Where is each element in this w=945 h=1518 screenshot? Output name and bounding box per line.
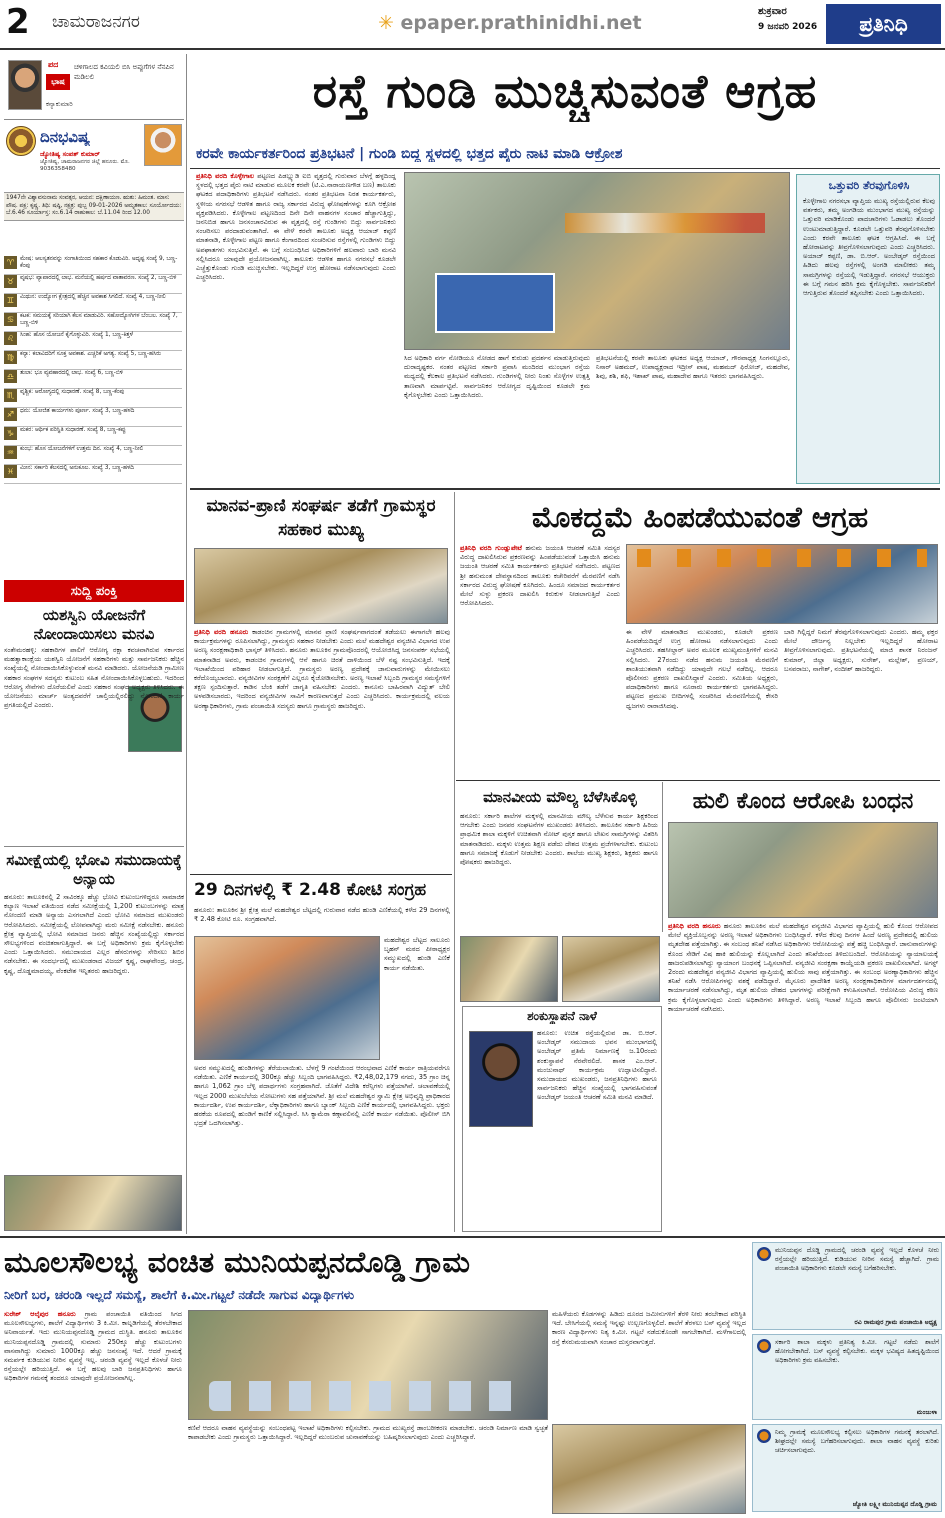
zodiac-row [4,370,182,389]
sangraha-body: ಅವರ ಸಮ್ಮುಖದಲ್ಲಿ ಹುಂಡಿಗಳನ್ನು ತೆರೆಯಲಾಯಿತು. ಬೆಳಗ್ಗೆ 9 ಗಂಟೆಯಿಂದ ಆರಂಭವಾದ ಎಣಿಕೆ ಕಾರ್ಯ ರಾತ್ರಿಯವರೆಗೂ ನಡೆಯಿತು. ಎಣಿಕೆ ಕಾರ್ಯದಲ್ಲಿ 300ಕ್ಕೂ ಹೆಚ್ಚು ಸಿಬ್ಬಂದಿ ಭಾಗವಹಿಸಿದ್ದರು. ₹2,48,02,179 ನಗದು, 35 ಗ್ರಾಂ ಚಿನ್ನ ಹಾಗೂ 1,062 ಗ್ರಾಂ ಬೆಳ್ಳಿ ಪದಾರ್ಥಗಳು ಸಂಗ್ರಹವಾಗಿದೆ. ಜೊತೆಗೆ ವಿದೇಶಿ ಕರೆನ್ಸಿಗಳು ಪತ್ತೆಯಾಗಿವೆ. ಚಲಾವಣೆಯಲ್ಲಿ ಇಲ್ಲದ 2000 ಮುಖಬೆಲೆಯ ನೋಟುಗಳು ಸಹ ಪತ್ತೆಯಾಗಿವೆ. ಶ್ರೀ ಮಲೆ ಮಹದೇಶ್ವರ ಸ್ವಾಮಿ ಕ್ಷೇತ್ರ ಅಭಿವೃದ್ಧಿ ಪ್ರಾಧಿಕಾರದ ಕಾರ್ಯದರ್ಶಿ, ಉಪ ಕಾರ್ಯದರ್ಶಿ, ಲೆಕ್ಕಾಧಿಕಾರಿಗಳು ಹಾಗೂ ಬ್ಯಾಂಕ್ ಸಿಬ್ಬಂದಿ ಎಣಿಕೆ ಕಾರ್ಯದಲ್ಲಿ ಭಾಗವಹಿಸಿದ್ದರು. ಭಕ್ತರು ಹರಕೆಯ ರೂಪದಲ್ಲಿ ಹುಂಡಿಗೆ ಕಾಣಿಕೆ ಸಲ್ಲಿಸಿದ್ದಾರೆ. ಸಿಸಿ ಕ್ಯಾಮೆರಾ ಕಣ್ಗಾವಲಿನಲ್ಲಿ ಎಣಿಕೆ ಕಾರ್ಯ ನಡೆಯಿತು. ಪೊಲೀಸ್ ಬಿಗಿ ಭದ್ರತೆ ಒದಗಿಸಲಾಗಿತ್ತು. [194,1064,450,1128]
mokaddame-photo [626,544,938,624]
lead-headline: ರಸ್ತೆ ಗುಂಡಿ ಮುಚ್ಚಿಸುವಂತೆ ಆಗ್ರಹ [312,64,818,118]
village-body-1: ಗ್ರಾಮ ಪಂಚಾಯಿತಿ ವತಿಯಿಂದ ಸಿಗದ ಮೂಲಸೌಲಭ್ಯಗಳು, ಶಾಲೆಗೆ ವಿದ್ಯಾರ್ಥಿಗಳು 3 ಕಿ.ಮೀ. ಕಾಲ್ನಡಿಗೆಯಲ್ಲಿ ತೆರಳಬೇಕಾದ ಅನಿವಾರ್ಯತೆ. ಇದು ಮುನಿಯಪ್ಪನದೊಡ್ಡಿ ಗ್ರಾಮದ ದುಸ್ಥಿತಿ. ಹನೂರು ತಾಲೂಕಿನ ಮುನಿಯಪ್ಪನದೊಡ್ಡಿ ಗ್ರಾಮದಲ್ಲಿ ಸುಮಾರು 250ಕ್ಕೂ ಹೆಚ್ಚು ಕುಟುಂಬಗಳು ವಾಸವಾಗಿದ್ದು ಸುಮಾರು 1000ಕ್ಕೂ ಹೆಚ್ಚು ಜನಸಂಖ್ಯೆ ಇದೆ. ಆದರೆ ಗ್ರಾಮಕ್ಕೆ ಸಮರ್ಪಕ ಕುಡಿಯುವ ನೀರಿನ ವ್ಯವಸ್ಥೆ ಇಲ್ಲ. ಚರಂಡಿ ವ್ಯವಸ್ಥೆ ಇಲ್ಲದೆ ಕೊಳಚೆ ನೀರು ರಸ್ತೆಯಲ್ಲೇ ಹರಿಯುತ್ತಿದೆ. ಈ ಬಗ್ಗೆ ಹಲವು ಬಾರಿ ಜನಪ್ರತಿನಿಧಿಗಳು ಹಾಗೂ ಅಧಿಕಾರಿಗಳ ಗಮನಕ್ಕೆ ತಂದರೂ ಯಾವುದೇ ಪ್ರಯೋಜನವಾಗಿಲ್ಲ. [4,1310,182,1383]
manava-headline: ಮಾನವ-ಪ್ರಾಣಿ ಸಂಘರ್ಷ ತಡೆಗೆ ಗ್ರಾಮಸ್ಥರ ಸಹಕಾರ ಮುಖ್ಯ [206,496,436,540]
zodiac-text: ಮೇಷ: ಆಲಸ್ಯತನವನ್ನು ಸಂಗಾತಿಯಿಂದ ಸಹಕಾರ ಕೊಡುವಿರಿ. ಅದೃಷ್ಟ ಸಂಖ್ಯೆ 9, ಬಣ್ಣ-ಕೆಂಪು [20,256,178,269]
zodiac-text: ವೃಶ್ಚಿಕ: ಆರೋಗ್ಯದಲ್ಲಿ ಸುಧಾರಣೆ. ಸಂಖ್ಯೆ 8, ಬಣ್ಣ-ಕೆಂಪು [20,389,125,395]
shanku-box [462,1006,662,1232]
manaviya-photo-1 [460,936,558,1002]
zodiac-text: ಮಿಥುನ: ಉದ್ಯೋಗ ಕ್ಷೇತ್ರದಲ್ಲಿ ಹೆಚ್ಚಿನ ಅವಕಾಶ ಸಿಗಲಿದೆ. ಸಂಖ್ಯೆ 4, ಬಣ್ಣ-ನೀಲಿ [20,294,166,300]
manava-photo [194,548,448,624]
sangraha-side: ಮಹದೇಶ್ವರ ಬೆಟ್ಟದ ಸಾಲೂರು ಬೃಹನ್ ಮಠದ ಪೀಠಾಧ್ಯಕ್ಷರ ಸಮ್ಮುಖದಲ್ಲಿ ಹುಂಡಿ ಎಣಿಕೆ ಕಾರ್ಯ ನಡೆಯಿತು. [384,936,450,972]
otuvari-body: ಕೊಳ್ಳೇಗಾಲ ನಗರಸಭಾ ವ್ಯಾಪ್ತಿಯ ಮುಖ್ಯ ರಸ್ತೆಯಲ್ಲಿರುವ ಕೆಲವು ವರ್ತಕರು, ತಮ್ಮ ಅಂಗಡಿಯ ಮುಂಭಾಗದ ಮುಖ್ಯ ರಸ್ತೆಯನ್ನು ಒತ್ತುವರಿ ಮಾಡಿಕೊಂಡು ಪಾದಚಾರಿಗಳು ಓಡಾಡಲು ತೊಂದರೆ ಉಂಟುಮಾಡುತ್ತಿದ್ದಾರೆ. ಕೂಡಲೇ ಒತ್ತುವರಿ ತೆರವುಗೊಳಿಸಬೇಕು ಎಂದು ಕರವೇ ತಾಲೂಕು ಘಟಕ ಆಗ್ರಹಿಸಿದೆ. ಈ ಬಗ್ಗೆ ಹೋರಾಟವನ್ನು ತೀವ್ರಗೊಳಿಸಲಾಗುವುದು ಎಂದು ಎಚ್ಚರಿಸಿದರು. ಅಯಾಜ್ ಕಪ್ಪಣಿ, ಡಾ. ಬಿ.ಆರ್. ಅಂಬೇಡ್ಕರ್ ರಸ್ತೆಯಿಂದ ಹಿಡಿದು ಹಲವು ರಸ್ತೆಗಳಲ್ಲಿ ಅಂಗಡಿ ಮಾಲೀಕರು ತಮ್ಮ ಸಾಮಗ್ರಿಗಳನ್ನು ರಸ್ತೆಯಲ್ಲಿ ಇಡುತ್ತಿದ್ದಾರೆ. ನಗರಸಭೆ ಆಯುಕ್ತರು ಈ ಬಗ್ಗೆ ಗಮನ ಹರಿಸಿ ಕ್ರಮ ಕೈಗೊಳ್ಳಬೇಕು. ಸಾರ್ವಜನಿಕರಿಗೆ ಆಗುತ್ತಿರುವ ತೊಂದರೆ ತಪ್ಪಿಸಬೇಕು ಎಂದು ಒತ್ತಾಯಿಸಿದರು. [803,197,935,298]
zodiac-sign-icon: ♑ [4,427,17,440]
village-col1 [4,1310,182,1514]
zodiac-text: ಕಟಕ: ಸಮಯಕ್ಕೆ ಸರಿಯಾಗಿ ಕೆಲಸ ಮಾಡುವಿರಿ. ಸಹೋದ್ಯೋಗಿಗಳ ಬೆಂಬಲ. ಸಂಖ್ಯೆ 7, ಬಣ್ಣ-ಬಿಳಿ [20,313,178,326]
saffron-flags [637,549,927,567]
quote-avatar [757,1247,771,1261]
mokaddame-byline: ಪ್ರತಿನಿಧಿ ವರದಿ ಗುಂಡ್ಲುಪೇಟೆ [460,544,522,552]
horoscope-title: ದಿನಭವಿಷ್ಯ [40,128,91,146]
ambedkar-portrait [469,1031,533,1127]
astrologer-address: ಜ್ಯೋತಿಷ್ಯ, ಚಾಮರಾಜನಗರ ಜಿಲ್ಲೆ ಹನೂರು. ಮೊ. 9036358480 [40,159,130,172]
quote-box [752,1334,942,1420]
brief-bhovi-body: ಹನೂರು: ತಾಲೂಕಿನಲ್ಲಿ 2 ಸಾವಿರಕ್ಕೂ ಹೆಚ್ಚು ಭೋವಿ ಕುಟುಂಬಗಳಿದ್ದರೂ ಸಾಮಾಜಿಕ ಕಲ್ಯಾಣ ಇಲಾಖೆ ವತಿಯಿಂದ ನಡೆದ ಸಮೀಕ್ಷೆಯಲ್ಲಿ 1,200 ಕುಟುಂಬಗಳನ್ನು ಮಾತ್ರ ನೋಂದಣಿ ಮಾಡಿ ಅನ್ಯಾಯ ಎಸಗಲಾಗಿದೆ ಎಂದು ಭೋವಿ ಸಮಾಜದ ಮುಖಂಡರು ಆರೋಪಿಸಿದರು. ಸಮೀಕ್ಷೆಯಲ್ಲಿ ಲೋಪವಾಗಿದ್ದು ಮರು ಸಮೀಕ್ಷೆ ನಡೆಸಬೇಕು. ಹನೂರು ಕ್ಷೇತ್ರ ವ್ಯಾಪ್ತಿಯಲ್ಲಿ ಭೋವಿ ಸಮಾಜದ ಜನರು ಹೆಚ್ಚಿನ ಸಂಖ್ಯೆಯಲ್ಲಿದ್ದು ಸರ್ಕಾರದ ಸೌಲಭ್ಯಗಳಿಂದ ವಂಚಿತರಾಗುತ್ತಿದ್ದಾರೆ. ಈ ಬಗ್ಗೆ ಅಧಿಕಾರಿಗಳು ಕ್ರಮ ಕೈಗೊಳ್ಳಬೇಕು ಎಂದು ಒತ್ತಾಯಿಸಿದರು. ಸಮುದಾಯದ ಎಲ್ಲರ ಹೆಸರುಗಳನ್ನು ಸೇರಿಸಲು ಶಿಬಿರ ನಡೆಸಬೇಕು. ಈ ಸಂದರ್ಭದಲ್ಲಿ ಮುಖಂಡರಾದ ವಿಜಯ್ ಕೃಷ್ಣ, ರಾಘವೇಂದ್ರ, ಚಂದ್ರ, ಕೃಷ್ಣ, ದೊಡ್ಡಮಾದಯ್ಯ, ವೆಂಕಟೇಶ ಇನ್ನಿತರರು ಹಾಜರಿದ್ದರು. [4,893,184,975]
astrologer-name: ಜ್ಯೋತಿಷ್ಯ ಸಂಪತ್ ಕುಮಾರ್ [40,150,100,158]
village-headline: ಮೂಲಸೌಲಭ್ಯ ವಂಚಿತ ಮುನಿಯಪ್ಪನದೊಡ್ಡಿ ಗ್ರಾಮ [4,1245,470,1279]
zodiac-sign-icon: ♍ [4,351,17,364]
lead-subhead: ಕರವೇ ಕಾರ್ಯಕರ್ತರಿಂದ ಪ್ರತಿಭಟನೆ | ಗುಂಡಿ ಬಿದ್ದ ಸ್ಥಳದಲ್ಲಿ ಭತ್ತದ ಪೈರು ನಾಟಿ ಮಾಡಿ ಆಕ್ರೋಶ [196,146,623,162]
pada-label: ಪದ [48,60,59,69]
huli-byline: ಪ್ರತಿನಿಧಿ ವರದಿ ಹನೂರು [668,922,721,930]
zodiac-text: ಧನು: ಯೋಜಿತ ಕಾರ್ಯಗಳು ಪೂರ್ಣ. ಸಂಖ್ಯೆ 3, ಬಣ್ಣ-ಹಳದಿ [20,408,135,414]
lead-body-1: ಪಟ್ಟಣದ ಪಿಡಬ್ಲ್ಯುಡಿ ಐಬಿ ವೃತ್ತದಲ್ಲಿ ಗುರುವಾರ ಬೆಳಗ್ಗೆ ಹಳ್ಳದಿಂದ್ದ ಸ್ಥಳದಲ್ಲಿ ಭತ್ತದ ಪೈರು ನಾಟಿ ಮಾಡುವ ಮೂಲಕ ಕರವೇ (ಟಿ.ಎ.ನಾರಾಯಣಗೌಡ ಬಣ) ತಾಲೂಕು ಘಟಕದ ಪದಾಧಿಕಾರಿಗಳು ಪ್ರತಿಭಟನೆ ನಡೆಸಿದರು. ನಂತರ ಪ್ರತಿಭಟನಾ ನಿರತ ಕಾರ್ಯಕರ್ತರು, ಸ್ಥಳೀಯ ನಗರಸಭೆ ಆಡಳಿತ ಹಾಗೂ ರಾಜ್ಯ ಸರ್ಕಾರದ ವಿರುದ್ಧ ಘೋಷಣೆಗಳನ್ನು ಕೂಗಿ ಆಕ್ರೋಶ ವ್ಯಕ್ತಪಡಿಸಿದರು. ಕೊಳ್ಳೇಗಾಲ ಪಟ್ಟಣದಿಂದ ದಿನೇ ದಿನೇ ವಾಹನಗಳ ಸಂಚಾರ ಹೆಚ್ಚಾಗುತ್ತಿದ್ದು, ಜನನಿಬಿಡ ಹಾಗೂ ಜನಸಂಚಾರವಿರುವ ಈ ವೃತ್ತದಲ್ಲಿ ರಸ್ತೆ ಗುಂಡಿಗಳು ಬಿದ್ದು ಸಾರ್ವಜನಿಕರು ಸಂಚರಿಸಲು ಪರದಾಡುವಂತಾಗಿದೆ. ಈ ವೇಳೆ ಕರವೇ ತಾಲೂಕು ಅಧ್ಯಕ್ಷ ಆಯಾಜ್ ಕಪ್ಪಣಿ ಮಾತನಾಡಿ, ಕೊಳ್ಳೇಗಾಲ ಪಟ್ಟಣ ಹಾಗೂ ಕೆಂಗಾರದಿಂದ ಸಂಚರಿಸುವ ರಸ್ತೆಗಳಲ್ಲಿ ಗುಂಡಿಗಳು ಬಿದ್ದು ಅಪಘಾತಗಳು ಸಂಭವಿಸುತ್ತಿವೆ. ಈ ಬಗ್ಗೆ ಸಂಬಂಧಿಸಿದ ಅಧಿಕಾರಿಗಳಿಗೆ ಹಲವಾರು ಬಾರಿ ಮನವಿ ಸಲ್ಲಿಸಿದರೂ ಯಾವುದೇ ಪ್ರಯೋಜನವಾಗಿಲ್ಲ. ತಾಲೂಕು ಆಡಳಿತ ಹಾಗೂ ನಗರಸಭೆ ಕೂಡಲೇ ಎಚ್ಚೆತ್ತುಕೊಂಡು ಗುಂಡಿ ಮುಚ್ಚಿಸಬೇಕು. ಇಲ್ಲದಿದ್ದರೆ ಉಗ್ರ ಹೋರಾಟ ನಡೆಸಲಾಗುವುದು ಎಂದು ಎಚ್ಚರಿಸಿದರು. [196,172,396,282]
huli-photo [668,822,938,918]
brief-bhovi [4,846,184,1234]
brief-yashasvini-headline: ಯಶಸ್ವಿನಿ ಯೋಜನೆಗೆ ನೋಂದಾಯಿಸಲು ಮನವಿ [33,606,155,643]
huli-headline: ಹುಲಿ ಕೊಂದ ಆರೋಪಿ ಬಂಧನ [692,789,914,814]
lead-body-col2: ಸಿದ ಅಧಿಕಾರಿ ವರ್ಗ ನೋಡಿಯೂ ನೋಡದ ಹಾಗೆ ಕುರುಡು ಪ್ರದರ್ಶನ ಮಾಡುತ್ತಿರುವುದು ದುರಾದೃಷ್ಟಕರ. ನಂತರ ಪಟ್ಟಣದ ಸರ್ಕಾರಿ ಪ್ರವಾಸಿ ಮಂದಿರದ ಮುಂಭಾಗ ರಸ್ತೆಯ ಮಧ್ಯದಲ್ಲಿ ಕೆಲಕಾಲ ಪ್ರತಿಭಟನೆ ನಡೆಸಿದರು. ಗುಂಡಿಗಳಲ್ಲಿ ನೀರು ನಿಂತು ಸೊಳ್ಳೆಗಳ ಉತ್ಪತ್ತಿ ತಾಣವಾಗಿ ಮಾರ್ಪಟ್ಟಿವೆ. ಸಾರ್ವಜನಿಕರ ಆರೋಗ್ಯದ ದೃಷ್ಟಿಯಿಂದ ಕೂಡಲೇ ಕ್ರಮ ಕೈಗೊಳ್ಳಬೇಕು ಎಂದು ಒತ್ತಾಯಿಸಿದರು. [404,354,590,399]
lead-photo [404,172,790,350]
mokaddame-headline: ಮೊಕದ್ದಮೆ ಹಿಂಪಡೆಯುವಂತೆ ಆಗ್ರಹ [531,500,869,534]
zodiac-sign-icon: ♌ [4,332,17,345]
brief-yashasvini-body: ಸಂತೇಮರಹಳ್ಳಿ: ಸಹಕಾರಿಗಳ ಪಾಲಿಗೆ ಆರೋಗ್ಯ ರಕ್ಷಾ ಕವಚವಾಗಿರುವ ಸರ್ಕಾರದ ಮಹತ್ವಾಕಾಂಕ್ಷೆಯ ಯಶಸ್ವಿನಿ ಯೋಜನೆಗೆ ಸಹಕಾರಿಗಳು ಮತ್ತು ಸಾರ್ವಜನಿಕರು ಹೆಚ್ಚಿನ ಸಂಖ್ಯೆಯಲ್ಲಿ ನೋಂದಾಯಿಸಿಕೊಳ್ಳುವಂತೆ ಮನವಿ ಮಾಡಿದರು. ಯೋಜನೆಯಡಿ ಗ್ರಾಮೀಣ ಸಹಕಾರ ಸಂಘಗಳ ಸದಸ್ಯರು ಕುಟುಂಬ ಸಹಿತ ನೋಂದಾಯಿಸಿಕೊಳ್ಳಬಹುದು. ಇದರಿಂದ ಆರೋಗ್ಯ ಸೇವೆಗಳು ದೊರೆಯಲಿವೆ ಎಂದು ಸಹಕಾರ ಸಂಘದ ಅಧ್ಯಕ್ಷರು ತಿಳಿಸಿದರು. ಈ ಯೋಜನೆಯು ಮಾರ್ಚ್ ಅಂತ್ಯದವರೆಗೆ ಚಾಲ್ತಿಯಲ್ಲಿರಲಿದ್ದು ನೋಂದಣಿ ಕಾರ್ಯ ಪ್ರಗತಿಯಲ್ಲಿದೆ ಎಂದರು. [4,646,184,710]
huli-body-wrap [668,922,938,1232]
shanku-body: ಹನೂರು: ಉಚಿತ ರಸ್ತೆಯಲ್ಲಿರುವ ಡಾ. ಬಿ.ಆರ್. ಅಂಬೇಡ್ಕರ್ ಸಮುದಾಯ ಭವನ ಮುಂಭಾಗದಲ್ಲಿ ಅಂಬೇಡ್ಕರ್ ಪ್ರತಿಮೆ ನಿರ್ಮಾಣಕ್ಕೆ ಜ.10ರಂದು ಶಂಕುಸ್ಥಾಪನೆ ನೆರವೇರಲಿದೆ. ಶಾಸಕ ಎಂ.ಆರ್. ಮಂಜುನಾಥ್ ಕಾರ್ಯಕ್ರಮ ಉದ್ಘಾಟಿಸಲಿದ್ದಾರೆ. ಸಮುದಾಯದ ಮುಖಂಡರು, ಜನಪ್ರತಿನಿಧಿಗಳು ಹಾಗೂ ಸಾರ್ವಜನಿಕರು ಹೆಚ್ಚಿನ ಸಂಖ್ಯೆಯಲ್ಲಿ ಭಾಗವಹಿಸುವಂತೆ ಅಂಬೇಡ್ಕರ್ ಜಯಂತಿ ಆಚರಣೆ ಸಮಿತಿ ಮನವಿ ಮಾಡಿದೆ. [537,1029,657,1102]
quote-avatar [757,1429,771,1443]
zodiac-row [4,313,182,332]
zodiac-sign-icon: ♎ [4,370,17,383]
zodiac-sign-icon: ♐ [4,408,17,421]
pada-text: ಚಳಿಗಾಲದ ಕವಿಯಲಿ ಬಿಸಿ ಅಪ್ಪುಗೆಗಳ ನೆನಪಿನ ಮಡಿಲಲಿ [74,63,174,81]
zodiac-row [4,332,182,351]
village-col2: ಮಹಿಳೆಯರು ಕೊಡಗಳನ್ನು ಹಿಡಿದು ದೂರದ ಜಮೀನುಗಳಿಗೆ ತೆರಳಿ ನೀರು ತರಬೇಕಾದ ಪರಿಸ್ಥಿತಿ ಇದೆ. ಬೇಸಿಗೆಯಲ್ಲಿ ಸಮಸ್ಯೆ ಇನ್ನಷ್ಟು ಉಲ್ಬಣಗೊಳ್ಳಲಿದೆ. ಶಾಲೆಗೆ ತೆರಳಲು ಬಸ್ ವ್ಯವಸ್ಥೆ ಇಲ್ಲದ ಕಾರಣ ವಿದ್ಯಾರ್ಥಿಗಳು ನಿತ್ಯ ಕಿ.ಮೀ. ಗಟ್ಟಲೆ ನಡೆದುಕೊಂಡೇ ಸಾಗಬೇಕಾಗಿದೆ. ಮಳೆಗಾಲದಲ್ಲಿ ರಸ್ತೆ ಕೆಸರುಮಯವಾಗಿ ಸಂಚಾರ ದುಸ್ತರವಾಗುತ್ತದೆ. [552,1310,746,1346]
protest-banner [435,273,555,333]
manaviya-photo-2 [562,936,660,1002]
zodiac-row [4,389,182,408]
zodiac-row [4,256,182,275]
manava-byline: ಪ್ರತಿನಿಧಿ ವರದಿ ಹನೂರು [194,628,249,636]
otuvari-title: ಒತ್ತುವರಿ ತೆರವುಗೊಳಿಸಿ [828,179,910,192]
otuvari-box [796,174,940,484]
site-url-text: epaper.prathinidhi.net [400,12,642,34]
page-number: 2 [6,2,30,42]
lead-body-col1 [196,172,396,476]
mokaddame-body-1: ಹನುಮ ಜಯಂತಿ ಆಚರಣೆ ಸಮಿತಿ ಸದಸ್ಯರ ವಿರುದ್ಧ ದಾಖಲಿಸಿರುವ ಪ್ರಕರಣವನ್ನು ಹಿಂಪಡೆಯುವಂತೆ ಒತ್ತಾಯಿಸಿ ಹನುಮ ಜಯಂತಿ ಆಚರಣೆ ಸಮಿತಿ ಕಾರ್ಯಕರ್ತರು ಪ್ರತಿಭಟನೆ ನಡೆಸಿದರು. ಪಟ್ಟಣದ ಶ್ರೀ ಹನುಮಂತ ದೇವಸ್ಥಾನದಿಂದ ತಾಲೂಕು ಕಚೇರಿವರೆಗೆ ಮೆರವಣಿಗೆ ನಡೆಸಿ ಸರ್ಕಾರದ ವಿರುದ್ಧ ಘೋಷಣೆ ಕೂಗಿದರು. ಹಿಂದೂ ಸಮಾಜದ ಕಾರ್ಯಕರ್ತರ ಮೇಲೆ ಸುಳ್ಳು ಪ್ರಕರಣ ದಾಖಲಿಸಿ ಕಿರುಕುಳ ನೀಡಲಾಗುತ್ತಿದೆ ಎಂದು ಆರೋಪಿಸಿದರು. [460,544,620,608]
newspaper-logo [826,4,941,44]
manava-body: ಕಾಡಂಚಿನ ಗ್ರಾಮಗಳಲ್ಲಿ ಮಾನವ ಪ್ರಾಣಿ ಸಂಘರ್ಷವಾಗದಂತೆ ತಡೆಯಲು ಈಗಾಗಲೇ ಹಲವು ಕಾರ್ಯಕ್ರಮಗಳನ್ನು ರೂಪಿಸಲಾಗಿದ್ದು, ಗ್ರಾಮಸ್ಥರು ಸಹಕಾರ ನೀಡಬೇಕು ಎಂದು ಮಲೆ ಮಹದೇಶ್ವರ ವನ್ಯಜೀವಿ ವಿಭಾಗದ ಉಪ ಅರಣ್ಯ ಸಂರಕ್ಷಣಾಧಿಕಾರಿ ಭಾಸ್ಕರ್ ತಿಳಿಸಿದರು. ಹನೂರು ತಾಲೂಕಿನ ಗ್ರಾಮವೊಂದರಲ್ಲಿ ಆಯೋಜಿಸಿದ್ದ ಜನಸಂಪರ್ಕ ಸಭೆಯಲ್ಲಿ ಮಾತನಾಡಿದ ಅವರು, ಕಾಡಂಚಿನ ಗ್ರಾಮಗಳಲ್ಲಿ ಆನೆ ಹಾಗೂ ಚಿರತೆ ದಾಳಿಯಿಂದ ಬೆಳೆ ನಷ್ಟ ಸಂಭವಿಸುತ್ತಿದೆ. ಇದಕ್ಕೆ ಇಲಾಖೆಯಿಂದ ಪರಿಹಾರ ನೀಡಲಾಗುತ್ತಿದೆ. ಗ್ರಾಮಸ್ಥರು ಅರಣ್ಯ ಪ್ರದೇಶಕ್ಕೆ ಜಾನುವಾರುಗಳನ್ನು ಮೇಯಿಸಲು ಕರೆದೊಯ್ಯಬಾರದು. ವನ್ಯಜೀವಿಗಳ ಸಂರಕ್ಷಣೆಗೆ ಎಲ್ಲರೂ ಕೈಜೋಡಿಸಬೇಕು. ಅರಣ್ಯ ಇಲಾಖೆ ಸಿಬ್ಬಂದಿ ಗ್ರಾಮಸ್ಥರ ಸಮಸ್ಯೆಗಳಿಗೆ ತಕ್ಷಣ ಸ್ಪಂದಿಸುತ್ತಾರೆ. ಕಾಡಿನ ಬೆಂಕಿ ತಡೆಗೆ ಜಾಗೃತಿ ವಹಿಸಬೇಕು ಎಂದರು. ಕಾನೂನು ಬಾಹಿರವಾಗಿ ವಿದ್ಯುತ್ ಬೇಲಿ ಅಳವಡಿಸಬಾರದು, ಇದರಿಂದ ವನ್ಯಜೀವಿಗಳ ಸಾವಿಗೆ ಕಾರಣವಾಗುತ್ತದೆ ಎಂದು ಎಚ್ಚರಿಸಿದರು. ಕಾರ್ಯಕ್ರಮದಲ್ಲಿ ವಲಯ ಅರಣ್ಯಾಧಿಕಾರಿಗಳು, ಗ್ರಾಮ ಪಂಚಾಯಿತಿ ಸದಸ್ಯರು ಹಾಗೂ ಗ್ರಾಮಸ್ಥರು ಹಾಜರಿದ್ದರು. [194,628,450,710]
pada-author: ಕನ್ಯಾಕುಮಾರಿ [46,100,73,108]
zodiac-row [4,408,182,427]
sangraha-lead: ಹನೂರು: ತಾಲೂಕಿನ ಶ್ರೀ ಕ್ಷೇತ್ರ ಮಲೆ ಮಹದೇಶ್ವರ ಬೆಟ್ಟದಲ್ಲಿ ಗುರುವಾರ ನಡೆದ ಹುಂಡಿ ಎಣಿಕೆಯಲ್ಲಿ ಕಳೆದ 29 ದಿನಗಳಲ್ಲಿ ₹ 2.48 ಕೋಟಿ ರೂ. ಸಂಗ್ರಹವಾಗಿದೆ. [194,906,450,924]
village-col3: ಕಣಿವೆ ಆದರೂ ವಾಹನ ವ್ಯವಸ್ಥೆಯನ್ನು ಸಂಬಂಧಪಟ್ಟ ಇಲಾಖೆ ಅಧಿಕಾರಿಗಳು ಕಲ್ಪಿಸಬೇಕು. ಗ್ರಾಮದ ಮುಖ್ಯರಸ್ತೆ ಡಾಂಬರೀಕರಣ ಮಾಡಬೇಕು. ಚರಂಡಿ ನಿರ್ಮಾಣ ಮಾಡಿ ಸ್ವಚ್ಛತೆ ಕಾಪಾಡಬೇಕು ಎಂದು ಗ್ರಾಮಸ್ಥರು ಒತ್ತಾಯಿಸಿದ್ದಾರೆ. ಇಲ್ಲದಿದ್ದರೆ ಮುಂಬರುವ ಚುನಾವಣೆಯನ್ನು ಬಹಿಷ್ಕರಿಸಲಾಗುವುದು ಎಂದು ಎಚ್ಚರಿಸಿದ್ದಾರೆ. [188,1424,548,1442]
pada-box [4,56,184,120]
day: ಶುಕ್ರವಾರ [758,6,787,17]
quote-avatar [757,1339,771,1353]
village-photo-students [552,1424,746,1514]
quote-box [752,1242,942,1330]
pada-badge: ಭಾಷ [46,74,70,90]
shanku-title: ಶಂಕುಸ್ಥಾಪನೆ ನಾಳೆ [527,1009,597,1023]
zodiac-text: ಕುಂಭ: ಹೊಸ ಯೋಜನೆಗಳಿಗೆ ಉತ್ತಮ ದಿನ. ಸಂಖ್ಯೆ 4, ಬಣ್ಣ-ನೀಲಿ [20,446,144,452]
sun-icon: ✳ [378,12,394,34]
lead-byline: ಪ್ರತಿನಿಧಿ ವರದಿ ಕೊಳ್ಳೇಗಾಲ [196,172,255,180]
quote-text: ಮುನಿಯಪ್ಪನ ದೊಡ್ಡಿ ಗ್ರಾಮದಲ್ಲಿ ಚರಂಡಿ ವ್ಯವಸ್ಥೆ ಇಲ್ಲದೆ ಕೊಳಚೆ ನೀರು ರಸ್ತೆಯಲ್ಲೇ ಹರಿಯುತ್ತಿದೆ. ಕುಡಿಯುವ ನೀರಿನ ಸಮಸ್ಯೆ ಹೆಚ್ಚಾಗಿದೆ. ಗ್ರಾಮ ಪಂಚಾಯಿತಿ ಅಧಿಕಾರಿಗಳು ಕೂಡಲೇ ಸಮಸ್ಯೆ ಬಗೆಹರಿಸಬೇಕು. [775,1246,939,1272]
suddi-pankti-banner [4,580,184,602]
zodiac-text: ಸಿಂಹ: ಹೊಸ ಯೋಜನೆ ಕೈಗೊಳ್ಳುವಿರಿ. ಸಂಖ್ಯೆ 1, ಬಣ್ಣ-ಕಿತ್ತಳೆ [20,332,133,338]
lead-body-col3: ಪ್ರತಿಭಟನೆಯಲ್ಲಿ ಕರವೇ ತಾಲೂಕು ಘಟಕದ ಅಧ್ಯಕ್ಷ ಆಯಾಜ್, ಗೌರವಾಧ್ಯಕ್ಷ ಸಿಂಗನಲ್ಲೂರು, ನಿಸಾರ್ ಅಹಮದ್, ಉಪಾಧ್ಯಕ್ಷರಾದ ಇದ್ರೀಸ್ ಪಾಷ, ಮಹಮದ್ ಫಿರೋಜ್, ಮಹದೇವ, ಶಿವು, ಶಶಿ, ಶಫಿ, ಇಶಾಖ್ ಪಾಷ, ಮಹಾದೇವ ಹಾಗೂ ಇತರರು ಭಾಗವಹಿಸಿದ್ದರು. [596,354,790,381]
zodiac-sign-icon: ♈ [4,256,17,269]
mokaddame-col2: ಈ ವೇಳೆ ಮಾತನಾಡಿದ ಮುಖಂಡರು, ಕೂಡಲೇ ಪ್ರಕರಣ ಹಿಂಪಡೆಯದಿದ್ದರೆ ಉಗ್ರ ಹೋರಾಟ ನಡೆಸಲಾಗುವುದು ಎಂದು ಎಚ್ಚರಿಸಿದರು. ತಹಸೀಲ್ದಾರ್ ಅವರ ಮೂಲಕ ಮುಖ್ಯಮಂತ್ರಿಗಳಿಗೆ ಮನವಿ ಸಲ್ಲಿಸಿದರು. 27ರಂದು ನಡೆದ ಹನುಮ ಜಯಂತಿ ಮೆರವಣಿಗೆ ಶಾಂತಿಯುತವಾಗಿ ನಡೆದಿದ್ದು ಯಾವುದೇ ಗಲಭೆ ನಡೆದಿಲ್ಲ. ಆದರೂ ಪೊಲೀಸರು ಪ್ರಕರಣ ದಾಖಲಿಸಿದ್ದಾರೆ ಎಂದರು. ಸಮಿತಿಯ ಅಧ್ಯಕ್ಷರು, ಪದಾಧಿಕಾರಿಗಳು ಹಾಗೂ ನೂರಾರು ಕಾರ್ಯಕರ್ತರು ಭಾಗವಹಿಸಿದ್ದರು. ಪಟ್ಟಣದ ಪ್ರಮುಖ ಬೀದಿಗಳಲ್ಲಿ ಸಂಚರಿಸಿದ ಮೆರವಣಿಗೆಯಲ್ಲಿ ಕೇಸರಿ ಧ್ವಜಗಳು ರಾರಾಜಿಸಿದವು. [626,628,778,710]
saffron-scarves [565,213,765,233]
quote-text: ಸರ್ಕಾರಿ ಶಾಲಾ ಮಕ್ಕಳು ಪ್ರತಿನಿತ್ಯ ಕಿ.ಮೀ. ಗಟ್ಟಲೆ ನಡೆದು ಶಾಲೆಗೆ ಹೋಗಬೇಕಾಗಿದೆ. ಬಸ್ ವ್ಯವಸ್ಥೆ ಕಲ್ಪಿಸಬೇಕು. ಮಕ್ಕಳ ಭವಿಷ್ಯದ ಹಿತದೃಷ್ಟಿಯಿಂದ ಅಧಿಕಾರಿಗಳು ಕ್ರಮ ವಹಿಸಬೇಕು. [775,1338,939,1364]
zodiac-text: ವೃಷಭ: ವ್ಯಾಪಾರದಲ್ಲಿ ಲಾಭ. ಮನೆಯಲ್ಲಿ ಹರ್ಷದ ವಾತಾವರಣ. ಸಂಖ್ಯೆ 2, ಬಣ್ಣ-ಬಿಳಿ [20,275,177,281]
masthead [0,0,945,50]
suddi-pankti-label: ಸುದ್ದಿ ಪಂಕ್ತಿ [70,584,118,599]
quote-text: ನಿಮ್ಮ ಗ್ರಾಮಕ್ಕೆ ಮೂಲಸೌಲಭ್ಯ ಕಲ್ಪಿಸಲು ಅಧಿಕಾರಿಗಳ ಗಮನಕ್ಕೆ ತರಲಾಗಿದೆ. ಶೀಘ್ರದಲ್ಲೇ ಸಮಸ್ಯೆ ಬಗೆಹರಿಸಲಾಗುವುದು. ಶಾಲಾ ವಾಹನ ವ್ಯವಸ್ಥೆ ಕುರಿತು ಚರ್ಚಿಸಲಾಗುವುದು. [775,1428,939,1454]
huli-body: ಹನೂರು ತಾಲೂಕಿನ ಮಲೆ ಮಹದೇಶ್ವರ ವನ್ಯಜೀವಿ ವಿಭಾಗದ ವ್ಯಾಪ್ತಿಯಲ್ಲಿ ಹುಲಿ ಕೊಂದ ಆರೋಪದ ಮೇಲೆ ವ್ಯಕ್ತಿಯೊಬ್ಬನನ್ನು ಅರಣ್ಯ ಇಲಾಖೆ ಅಧಿಕಾರಿಗಳು ಬಂಧಿಸಿದ್ದಾರೆ. ಕಳೆದ ಕೆಲವು ದಿನಗಳ ಹಿಂದೆ ಅರಣ್ಯ ಪ್ರದೇಶದಲ್ಲಿ ಹುಲಿಯ ಮೃತದೇಹ ಪತ್ತೆಯಾಗಿತ್ತು. ಈ ಸಂಬಂಧ ತನಿಖೆ ನಡೆಸಿದ ಅಧಿಕಾರಿಗಳು ಆರೋಪಿಯನ್ನು ಪತ್ತೆ ಹಚ್ಚಿ ಬಂಧಿಸಿದ್ದಾರೆ. ಜಾನುವಾರುಗಳನ್ನು ಕೊಂದ ಸೇಡಿಗೆ ವಿಷ ಹಾಕಿ ಹುಲಿಯನ್ನು ಕೊಲ್ಲಲಾಗಿದೆ ಎಂದು ತನಿಖೆಯಿಂದ ತಿಳಿದುಬಂದಿದೆ. ಆರೋಪಿಯನ್ನು ನ್ಯಾಯಾಲಯಕ್ಕೆ ಹಾಜರುಪಡಿಸಲಾಗಿದ್ದು ನ್ಯಾಯಾಂಗ ಬಂಧನಕ್ಕೆ ಒಪ್ಪಿಸಲಾಗಿದೆ. ವನ್ಯಜೀವಿ ಸಂರಕ್ಷಣಾ ಕಾಯ್ದೆಯಡಿ ಪ್ರಕರಣ ದಾಖಲಿಸಲಾಗಿದೆ. ಅಗಸ್ಟ್ 2ರಂದು ಮಹದೇಶ್ವರ ವನ್ಯಜೀವಿ ವಿಭಾಗದ ವ್ಯಾಪ್ತಿಯಲ್ಲಿ ಹುಲಿಯ ಸಾವು ಪತ್ತೆಯಾಗಿತ್ತು. ಈ ಸಂಬಂಧ ಅರಣ್ಯಾಧಿಕಾರಿಗಳು ಹೆಚ್ಚಿನ ತನಿಖೆ ನಡೆಸಿ ಆರೋಪಿಗಳನ್ನು ವಶಕ್ಕೆ ಪಡೆದಿದ್ದಾರೆ. ಮೈಸೂರು ಪ್ರಾದೇಶಿಕ ಅರಣ್ಯ ಸಂರಕ್ಷಣಾಧಿಕಾರಿಗಳ ಮಾರ್ಗದರ್ಶನದಲ್ಲಿ ಕಾರ್ಯಾಚರಣೆ ನಡೆಸಲಾಗಿದ್ದು, ಮೃತ ಹುಲಿಯ ದೇಹದ ಭಾಗಗಳನ್ನು ಪರೀಕ್ಷೆಗಾಗಿ ಕಳುಹಿಸಲಾಗಿದೆ. ಆರೋಪಿಯ ವಿರುದ್ಧ ಕಠಿಣ ಕ್ರಮ ಕೈಗೊಳ್ಳಲಾಗುವುದು ಎಂದು ಅಧಿಕಾರಿಗಳು ತಿಳಿಸಿದ್ದಾರೆ. ಅರಣ್ಯ ಇಲಾಖೆ ಸಿಬ್ಬಂದಿ ಹಾಗೂ ಪೊಲೀಸರು ಜಂಟಿಯಾಗಿ ಕಾರ್ಯಾಚರಣೆ ನಡೆಸಿದರು. [668,922,938,1013]
brief-yashasvini [4,604,184,844]
astrologer-photo [144,124,182,166]
section-name: ಚಾಮರಾಜನಗರ [52,12,140,32]
zodiac-text: ಕನ್ಯಾ: ಕಲಾವಿದರಿಗೆ ಸೂಕ್ತ ಅವಕಾಶ. ಎಚ್ಚರಿಕೆ ಅಗತ್ಯ. ಸಂಖ್ಯೆ 5, ಬಣ್ಣ-ಹಸಿರು [20,351,161,357]
quote-author: ರವಿ ರಾಮಪುರ ಗ್ರಾಮ ಪಂಚಾಯಿತಿ ಅಧ್ಯಕ್ಷ [854,1319,937,1326]
quotes-column [752,1242,942,1514]
date: 9 ಜನವರಿ 2026 [758,22,818,32]
zodiac-row [4,446,182,465]
sangraha-headline: 29 ದಿನಗಳಲ್ಲಿ ₹ 2.48 ಕೋಟಿ ಸಂಗ್ರಹ [194,880,427,900]
zodiac-row [4,465,182,484]
manaviya-headline: ಮಾನವೀಯ ಮೌಲ್ಯ ಬೆಳೆಸಿಕೊಳ್ಳಿ [483,788,637,806]
water-pots [209,1381,529,1411]
quote-box [752,1424,942,1512]
zodiac-row [4,427,182,446]
zodiac-sign-icon: ♒ [4,446,17,459]
horoscope-section [4,122,184,574]
brief-bhovi-headline: ಸಮೀಕ್ಷೆಯಲ್ಲಿ ಭೋವಿ ಸಮುದಾಯಕ್ಕೆ ಅನ್ಯಾಯ [6,851,182,888]
site-url [378,12,642,34]
zodiac-sign-icon: ♋ [4,313,17,326]
quote-author: ಜ್ಯೋತಿ ಲಕ್ಷ್ಮೀ ಮುನಿಯಪ್ಪನ ದೊಡ್ಡಿ ಗ್ರಾಮ [852,1501,937,1508]
manava-body-wrap [194,628,450,870]
zodiac-row [4,351,182,370]
village-byline: ಸುರೇಶ್ ಆಲ್ಕೆಪುರ ಹನೂರು [4,1310,76,1318]
village-photo-women [188,1310,548,1420]
zodiac-sign-icon: ♏ [4,389,17,402]
zodiac-row [4,294,182,313]
mokaddame-col1 [460,544,620,778]
panchanga: 1947ನೇ ವಿಶ್ವಾವಸುನಾಮ ಸಂವತ್ಸರ, ಆಯನ: ದಕ್ಷಿಣಾಯಣ. ಋತು: ಹಿಮಂತ. ಮಾಸ: ಪೌಷ. ಪಕ್ಷ: ಕೃಷ್ಣ. ತಿಥಿ: ಷಷ್ಠಿ, ನಕ್ಷತ್ರ: ಪುಬ್ಬ 09-01-2026 ಅಮೃತಕಾಲ: ಸೂರ್ಯೋದಯ: ಬೆ.6.46 ಸೂರ್ಯಾಸ್ತ: ಸಂ.6.14 ರಾಹುಕಾಲ: ಬೆ.11.04 ರಿಂದ 12.00 [4,192,184,221]
zodiac-sign-icon: ♓ [4,465,17,478]
village-subhead: ನೀರಿಗೆ ಬರ, ಚರಂಡಿ ಇಲ್ಲದೆ ಸಮಸ್ಯೆ, ಶಾಲೆಗೆ ಕಿ.ಮೀ.ಗಟ್ಟಲೆ ನಡೆದೇ ಸಾಗುವ ವಿದ್ಯಾರ್ಥಿಗಳು [4,1288,355,1302]
sangraha-photo [194,936,380,1060]
poet-avatar [8,60,42,110]
zodiac-row [4,275,182,294]
manaviya-body: ಹನೂರು: ಸರ್ಕಾರಿ ಶಾಲೆಗಳ ಮಕ್ಕಳಲ್ಲಿ ಮಾನವೀಯ ಮೌಲ್ಯ ಬೆಳೆಸುವ ಕಾರ್ಯ ಶಿಕ್ಷಕರಿಂದ ಆಗಬೇಕು ಎಂದು ಜನಪರ ಸಂಘಟನೆಗಳ ಮುಖಂಡರು ತಿಳಿಸಿದರು. ತಾಲೂಕಿನ ಸರ್ಕಾರಿ ಹಿರಿಯ ಪ್ರಾಥಮಿಕ ಶಾಲಾ ಮಕ್ಕಳಿಗೆ ಉಚಿತವಾಗಿ ನೋಟ್ ಪುಸ್ತಕ ಹಾಗೂ ಲೇಖನ ಸಾಮಗ್ರಿಗಳನ್ನು ವಿತರಿಸಿ ಮಾತನಾಡಿದರು. ಮಕ್ಕಳು ಉತ್ತಮ ಶಿಕ್ಷಣ ಪಡೆದು ದೇಶದ ಉತ್ತಮ ಪ್ರಜೆಗಳಾಗಬೇಕು. ಕುಟುಂಬ ಹಾಗೂ ಸಮಾಜಕ್ಕೆ ಕೊಡುಗೆ ನೀಡಬೇಕು ಎಂದರು. ಶಾಲೆಯ ಮುಖ್ಯ ಶಿಕ್ಷಕರು, ಶಿಕ್ಷಕರು ಹಾಗೂ ಪೋಷಕರು ಹಾಜರಿದ್ದರು. [460,812,658,867]
brief-bhovi-photo [4,1175,182,1231]
quote-author: ಮಂಜುಳಾ [916,1409,937,1416]
zodiac-wheel-icon [6,126,36,156]
zodiac-sign-icon: ♉ [4,275,17,288]
zodiac-text: ಮೀನ: ಸರ್ಕಾರಿ ಕೆಲಸದಲ್ಲಿ ಅನುಕೂಲ. ಸಂಖ್ಯೆ 3, ಬಣ್ಣ-ಹಳದಿ [20,465,134,471]
zodiac-text: ತುಲಾ: ಭೂ ವ್ಯವಹಾರದಲ್ಲಿ ಲಾಭ. ಸಂಖ್ಯೆ 6, ಬಣ್ಣ-ಬಿಳಿ [20,370,123,376]
mokaddame-col3: ಬಾರಿ ಗಿಲ್ಲಿದ್ದರೆ ನಿಮಗೆ ತೆರವುಗೊಳಿಸಲಾಗುವುದು ಎಂದರು. ಹಮ್ಮ ಫಕ್ತರ ಮೇಲೆ ದೌರ್ಜನ್ಯ ನಿಲ್ಲಬೇಕು ಇಲ್ಲದಿದ್ದರೆ ಹೋರಾಟ ತೀವ್ರಗೊಳಿಸಲಾಗುವುದು. ಪ್ರತಿಭಟನೆಯಲ್ಲಿ ಮಾಜಿ ಶಾಸಕ ನಿರಂಜನ್ ಕುಮಾರ್, ಜಿಲ್ಲಾ ಅಧ್ಯಕ್ಷರು, ಸುರೇಶ್, ಮಲ್ಲೇಶ್, ಪ್ರಣಯ್, ಬಸವರಾಜು, ನಾಗೇಶ್, ನಂದೀಶ್ ಹಾಜರಿದ್ದರು. [784,628,938,673]
zodiac-sign-icon: ♊ [4,294,17,307]
zodiac-text: ಮಕರ: ಆರ್ಥಿಕ ಪರಿಸ್ಥಿತಿ ಸುಧಾರಣೆ. ಸಂಖ್ಯೆ 8, ಬಣ್ಣ-ಕಪ್ಪು [20,427,126,433]
logo-text: ಪ್ರತಿನಿಧಿ [859,12,908,36]
